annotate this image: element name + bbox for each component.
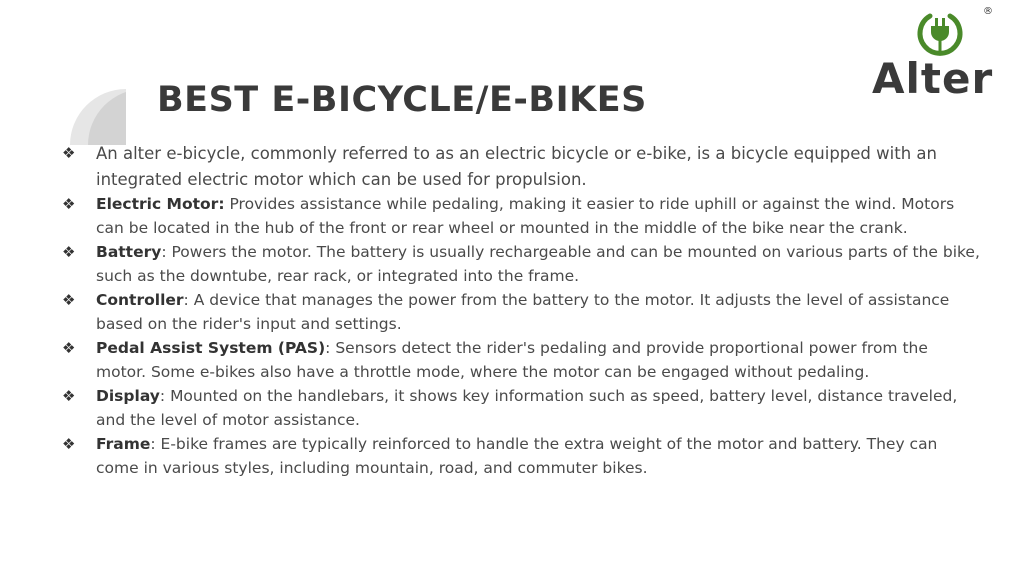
bullet-list <box>62 141 982 480</box>
list-item <box>62 336 982 384</box>
slide-title: BEST E-BICYCLE/E-BIKES <box>157 80 647 120</box>
logo-wordmark: Alter <box>872 54 994 103</box>
diamond-bullet-icon: ❖ <box>62 387 76 405</box>
point-term: Electric Motor: <box>96 195 225 213</box>
list-item <box>62 288 982 336</box>
point-term: Battery <box>96 243 162 261</box>
registered-mark: ® <box>983 6 993 17</box>
diamond-bullet-icon: ❖ <box>62 195 76 213</box>
decorative-corner-shape <box>70 89 126 145</box>
diamond-bullet-icon: ❖ <box>62 243 76 261</box>
list-item <box>62 432 982 480</box>
diamond-bullet-icon: ❖ <box>62 144 76 162</box>
point-text: E-bike frames are typically reinforced to handle the extra weight of the motor and battery. They can come in various styles, including mountain, road, and commuter bikes. <box>96 435 938 477</box>
diamond-bullet-icon: ❖ <box>62 291 76 309</box>
list-item <box>62 192 982 240</box>
list-item <box>62 384 982 432</box>
point-term: Display <box>96 387 160 405</box>
point-separator: : <box>159 387 171 405</box>
point-text: Provides assistance while pedaling, making it easier to ride uphill or against the wind. Motors can be located in the hub of the front or rear wheel or mounted in the middle of the bike near the crank. <box>96 195 955 237</box>
diamond-bullet-icon: ❖ <box>62 339 76 357</box>
plug-icon <box>916 8 964 56</box>
diamond-bullet-icon: ❖ <box>62 435 76 453</box>
point-separator: : <box>161 243 172 261</box>
point-text: Mounted on the handlebars, it shows key information such as speed, battery level, distance traveled, and the level of motor assistance. <box>96 387 958 429</box>
point-separator: : <box>183 291 194 309</box>
point-text: A device that manages the power from the battery to the motor. It adjusts the level of assistance based on the rider's input and settings. <box>96 291 950 333</box>
point-text: Powers the motor. The battery is usually rechargeable and can be mounted on various parts of the bike, such as the downtube, rear rack, or integrated into the frame. <box>96 243 980 285</box>
point-term: Frame <box>96 435 151 453</box>
point-term: Pedal Assist System (PAS) <box>96 339 326 357</box>
point-separator: : <box>325 339 336 357</box>
list-item <box>62 141 982 192</box>
point-term: Controller <box>96 291 184 309</box>
list-item <box>62 240 982 288</box>
alter-logo <box>872 4 1012 104</box>
point-text: An alter e-bicycle, commonly referred to as an electric bicycle or e-bike, is a bicycle equipped with an integrated electric motor which can be used for propulsion. <box>96 144 937 189</box>
point-text: Sensors detect the rider's pedaling and provide proportional power from the motor. Some e-bikes also have a throttle mode, where the motor can be engaged without pedaling. <box>96 339 928 381</box>
point-separator: : <box>150 435 161 453</box>
